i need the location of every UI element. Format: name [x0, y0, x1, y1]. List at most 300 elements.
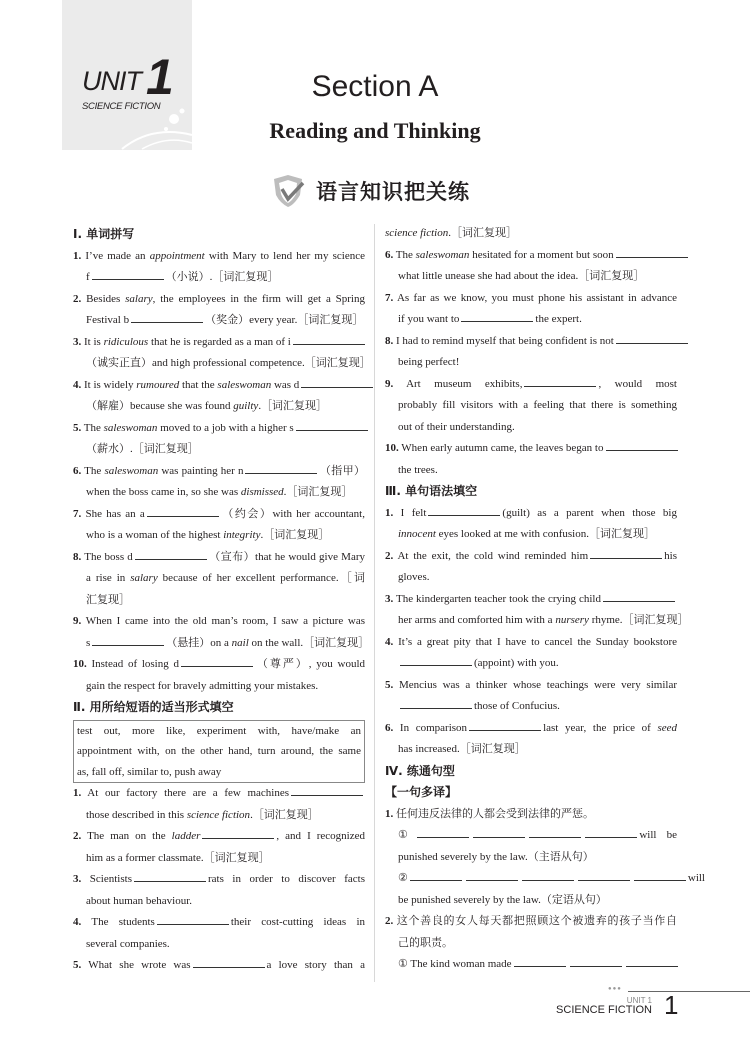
answer-blank[interactable] [606, 439, 678, 451]
question-text: The man on the [81, 830, 172, 842]
question-item [73, 912, 365, 955]
question-line [385, 503, 677, 525]
question-text: a love story than a [266, 959, 365, 971]
question-text: be punished severely by the law.（定语从句） [398, 893, 607, 906]
question-text: rhyme.［词汇复现］ [588, 614, 689, 626]
question-text: about human behaviour. [86, 894, 193, 907]
question-item [73, 375, 365, 418]
question-line [385, 933, 677, 955]
question-text: （宣布）that he would give Mary [208, 550, 365, 563]
question-line [73, 439, 365, 461]
question-item [73, 611, 370, 654]
question-text: was d [271, 378, 300, 391]
shield-check-icon [270, 173, 306, 209]
column-divider [374, 224, 375, 982]
question-text: 己的职责。 [398, 936, 453, 949]
answer-blank[interactable] [293, 333, 365, 345]
question-item [385, 632, 677, 675]
question-line [73, 568, 365, 590]
question-line [73, 482, 365, 504]
unit-badge [62, 0, 192, 150]
question-line [385, 245, 677, 267]
answer-blank[interactable] [616, 246, 688, 258]
question-text: gain the respect for bravely admitting your mistakes. [86, 679, 319, 692]
question-number: 6. [73, 464, 82, 477]
question-text: out of their understanding. [398, 420, 515, 433]
answer-blank[interactable] [524, 375, 596, 387]
question-text: As far as we know, you must phone his assistant in advance [393, 291, 677, 304]
section-heading: Ⅱ. 用所给短语的适当形式填空 [73, 700, 234, 714]
question-text: It’s a great pity that I have to cancel the Sunday bookstore [393, 635, 677, 648]
question-line [73, 783, 365, 805]
question-line [385, 352, 677, 374]
question-text: .［词汇复现］ [258, 400, 328, 412]
banner-title: 语言知识把关练 [316, 180, 470, 204]
question-text: （约会）with her accountant, [220, 507, 365, 520]
question-line [385, 718, 677, 740]
question-line [73, 525, 365, 547]
italic-term: nursery [555, 614, 589, 626]
question-text: her arms and comforted him with a [398, 614, 556, 626]
question-item [385, 825, 677, 868]
question-number: 1. [73, 787, 82, 799]
question-line [385, 847, 677, 869]
question-line [385, 589, 677, 611]
answer-blank[interactable] [570, 955, 622, 967]
italic-term: nail [231, 636, 249, 649]
question-text: (appoint) with you. [474, 657, 559, 669]
answer-blank[interactable] [522, 869, 574, 881]
question-text: the trees. [398, 463, 438, 476]
question-text: when the boss came in, so she was [86, 486, 241, 498]
question-item [385, 331, 677, 374]
question-line [385, 546, 677, 568]
question-text: Instead of losing d [86, 658, 179, 670]
answer-blank[interactable] [634, 869, 686, 881]
question-text: Art museum exhibits, [393, 377, 523, 390]
question-text: who is a woman of the highest [86, 529, 224, 541]
italic-term: dismissed [240, 486, 284, 498]
question-item [385, 288, 677, 331]
question-number: 4. [73, 378, 82, 391]
question-line [385, 331, 677, 353]
question-number: 3. [73, 335, 82, 348]
answer-blank[interactable] [131, 311, 203, 323]
question-line [385, 567, 677, 589]
answer-blank[interactable] [626, 955, 678, 967]
question-text: has increased.［词汇复现］ [398, 743, 526, 755]
question-item [73, 783, 365, 826]
question-line [73, 805, 365, 827]
question-line [73, 375, 365, 397]
left-column [73, 224, 371, 977]
question-number: 9. [385, 377, 394, 390]
question-item [73, 955, 365, 977]
answer-blank[interactable] [469, 719, 541, 731]
question-text: that the [179, 378, 218, 391]
question-number: 1. [385, 807, 394, 820]
question-item [73, 461, 365, 504]
question-number: 3. [385, 592, 394, 605]
question-text: The boss d [81, 550, 133, 563]
answer-blank[interactable] [616, 332, 688, 344]
question-text: a rise in [86, 572, 131, 584]
phrase-box [73, 720, 365, 784]
question-line [73, 461, 365, 483]
question-text: （悬挂）on a [166, 636, 232, 649]
question-line [73, 310, 365, 332]
question-text: （解雇）because she was found [86, 400, 234, 412]
question-text: It is widely [81, 378, 137, 391]
answer-blank[interactable] [147, 505, 219, 517]
question-text: ① [398, 829, 416, 841]
italic-term: salary [130, 572, 158, 584]
section-heading: Ⅰ. 单词拼写 [73, 227, 135, 241]
section-heading: Ⅳ. 练通句型 [385, 763, 455, 778]
question-number: 7. [385, 291, 394, 304]
italic-term: guilty [233, 400, 259, 412]
question-text: The [81, 421, 104, 434]
answer-blank[interactable] [92, 268, 164, 280]
question-number: 3. [73, 873, 82, 885]
question-text: eyes looked at me with confusion.［词汇复现］ [435, 528, 655, 540]
question-item [385, 245, 677, 288]
question-text: him as a former classmate.［词汇复现］ [86, 851, 270, 864]
question-text: because of her excellent performance.［词 [157, 572, 365, 584]
question-line [73, 826, 365, 848]
question-number: 1. [73, 249, 82, 262]
italic-term: salary [125, 292, 153, 305]
question-line [73, 934, 365, 956]
question-text: The [393, 248, 416, 261]
question-item [385, 675, 677, 718]
unit-word: UNIT [82, 66, 141, 96]
question-text: will be [639, 829, 677, 841]
question-line [385, 890, 677, 912]
question-text: those described in this [86, 808, 187, 821]
question-item [385, 438, 677, 481]
footer-title: SCIENCE FICTION [556, 1004, 652, 1016]
question-text: ② [398, 872, 408, 884]
question-text: on the wall.［词汇复现］ [248, 636, 370, 649]
question-line [73, 246, 365, 268]
italic-term: ridiculous [103, 335, 149, 348]
question-line [385, 911, 677, 933]
question-line [385, 374, 677, 396]
answer-blank[interactable] [193, 956, 265, 968]
section-title: Section A [311, 70, 439, 103]
question-text: what little unease she had about the idea.［词汇复现］ [398, 270, 645, 282]
italic-term: ladder [171, 830, 201, 842]
question-line [73, 547, 365, 569]
question-text: Mencius was a thinker whose teachings were very similar [393, 678, 677, 691]
question-line [385, 309, 677, 331]
question-line [385, 438, 677, 460]
answer-blank[interactable] [473, 826, 525, 838]
question-text: was painting her n [158, 464, 244, 477]
question-item [73, 289, 365, 332]
question-text: It is [81, 335, 104, 348]
question-text: s [86, 636, 91, 649]
question-text: Scientists [81, 873, 132, 885]
italic-term: saleswoman [217, 378, 272, 391]
question-text: （尊严）, you would [254, 658, 365, 670]
answer-blank[interactable] [417, 826, 469, 838]
question-line [385, 675, 677, 697]
question-number: 5. [73, 421, 82, 434]
question-line [73, 869, 365, 891]
answer-blank[interactable] [291, 784, 363, 796]
answer-blank[interactable] [428, 504, 500, 516]
answer-blank[interactable] [400, 654, 472, 666]
question-text: will [687, 872, 705, 884]
question-text: The [81, 464, 105, 477]
question-item [73, 869, 365, 912]
question-line [73, 418, 365, 440]
question-line [385, 460, 677, 482]
question-number: 8. [73, 550, 82, 563]
question-text: .［词汇复现］ [260, 529, 330, 541]
answer-blank[interactable] [245, 462, 317, 474]
question-text: The students [81, 916, 155, 928]
italic-term: seed [657, 721, 677, 734]
question-text: last year, the price of [543, 721, 658, 734]
italic-term: saleswoman [415, 248, 470, 261]
question-text: ① The kind woman made [398, 958, 512, 970]
answer-blank[interactable] [301, 376, 373, 388]
question-item [73, 547, 365, 612]
question-text: I felt [393, 506, 427, 519]
question-number: 10. [385, 442, 399, 454]
question-line [73, 848, 365, 870]
question-text: their cost-cutting ideas in [230, 916, 365, 928]
question-item [385, 223, 677, 245]
question-text: At our factory there are a few machines [81, 787, 289, 799]
italic-term: innocent [398, 528, 436, 540]
question-text: that he is regarded as a man of i [148, 335, 291, 348]
question-number: 10. [73, 658, 87, 670]
question-item [385, 954, 677, 976]
question-text: （诚实正直）and high professional competence.［词汇复现］ [86, 357, 371, 369]
question-number: 8. [385, 334, 394, 347]
question-item [73, 826, 365, 869]
question-line [73, 396, 365, 418]
question-item [73, 654, 365, 697]
question-text: rats in order to discover facts [207, 873, 366, 885]
question-text: In comparison [393, 721, 468, 734]
question-line [73, 353, 371, 375]
page-number: 1 [664, 990, 679, 1020]
answer-blank[interactable] [410, 869, 462, 881]
question-line [385, 825, 677, 847]
question-text: gloves. [398, 571, 430, 583]
question-text: being perfect! [398, 356, 460, 368]
question-text: the expert. [535, 313, 582, 325]
question-text: Festival b [86, 314, 130, 326]
question-text: hesitated for a moment but soon [469, 248, 614, 261]
section-heading: Ⅲ. 单句语法填空 [385, 484, 478, 498]
question-text: (guilt) as a parent when those big [502, 506, 677, 519]
question-number: 2. [385, 549, 394, 562]
question-number: 4. [73, 916, 82, 928]
question-text: several companies. [86, 937, 170, 950]
question-text: .［词汇复现］ [250, 808, 319, 821]
question-item [385, 374, 677, 439]
question-line [385, 954, 677, 976]
question-text: .［词汇复现］ [448, 227, 517, 239]
question-line [385, 739, 677, 761]
question-text: .［词汇复现］ [283, 486, 353, 498]
answer-blank[interactable] [603, 590, 675, 602]
question-text: I had to remind myself that being confident is not [393, 334, 614, 347]
question-number: 2. [73, 292, 82, 305]
question-text: if you want to [398, 313, 460, 325]
question-line [385, 804, 677, 826]
question-item [385, 911, 677, 954]
right-column [385, 223, 705, 976]
question-text: f [86, 271, 90, 283]
question-number: 6. [385, 721, 394, 734]
question-text: 汇复现］ [86, 593, 130, 606]
answer-blank[interactable] [157, 913, 229, 925]
question-number: 9. [73, 615, 82, 627]
answer-blank[interactable] [400, 697, 472, 709]
answer-blank[interactable] [296, 419, 368, 431]
answer-blank[interactable] [134, 870, 206, 882]
question-number: 5. [73, 959, 82, 971]
question-line [385, 288, 677, 310]
footer-rule [628, 991, 750, 992]
question-text: I’ve made an [81, 249, 150, 262]
question-line [385, 417, 677, 439]
question-item [385, 868, 705, 911]
question-text: （薪水）.［词汇复现］ [86, 443, 199, 455]
question-line [73, 912, 365, 934]
question-line [385, 266, 677, 288]
answer-blank[interactable] [92, 634, 164, 646]
question-line [385, 524, 677, 546]
question-line [73, 590, 365, 612]
answer-blank[interactable] [585, 826, 637, 838]
question-item [385, 718, 677, 761]
question-text: The kindergarten teacher took the crying child [393, 592, 601, 605]
question-number: 2. [385, 915, 394, 927]
question-item [73, 504, 365, 547]
question-text: （指甲） [319, 464, 366, 477]
phrase-line: test out, more like, experiment with, have/make an [77, 724, 361, 737]
question-text: At the exit, the cold wind reminded him [393, 549, 589, 562]
answer-blank[interactable] [461, 310, 533, 322]
question-line [73, 332, 365, 354]
question-line [73, 267, 365, 289]
italic-term: saleswoman [103, 421, 158, 434]
question-text: probably fill visitors with a feeling that there is something [398, 399, 677, 411]
question-text: When I came into the old man’s room, I saw a picture was [81, 615, 365, 627]
question-line [73, 891, 365, 913]
answer-blank[interactable] [514, 955, 566, 967]
question-line [385, 653, 677, 675]
question-line [385, 223, 677, 245]
section-heading: 【一句多译】 [385, 785, 458, 799]
question-text: 这个善良的女人每天都把照顾这个被遗弃的孩子当作自 [393, 915, 677, 927]
question-line [73, 676, 365, 698]
question-text: with Mary to lend her my science [204, 249, 365, 262]
question-number: 5. [385, 678, 394, 691]
question-text: punished severely by the law.（主语从句） [398, 850, 594, 863]
answer-blank[interactable] [529, 826, 581, 838]
italic-term: science fiction [186, 808, 251, 821]
question-text: moved to a job with a higher s [157, 421, 294, 434]
question-item [385, 589, 689, 632]
italic-term: science fiction [385, 227, 449, 239]
question-line [73, 611, 365, 633]
footer-unit: UNIT 1 [626, 996, 652, 1005]
italic-term: saleswoman [104, 464, 159, 477]
unit-subtitle: SCIENCE FICTION [82, 101, 161, 112]
question-text: What she wrote was [81, 959, 191, 971]
question-text: those of Confucius. [474, 700, 560, 712]
question-item [385, 804, 677, 826]
question-item [73, 246, 365, 289]
question-line [385, 395, 677, 417]
question-item [73, 332, 371, 375]
question-text: When early autumn came, the leaves began to [398, 442, 604, 454]
italic-term: integrity [223, 529, 261, 541]
question-number: 2. [73, 830, 82, 842]
question-item [385, 503, 677, 546]
italic-term: appointment [149, 249, 205, 262]
footer-dots-icon: ●●● [608, 986, 622, 992]
question-number: 1. [385, 506, 394, 519]
question-text: （小说）.［词汇复现］ [165, 271, 279, 283]
question-line [73, 504, 365, 526]
question-number: 6. [385, 248, 394, 261]
question-line [385, 632, 677, 654]
answer-blank[interactable] [202, 827, 274, 839]
question-line [73, 955, 365, 977]
question-text: Besides [81, 292, 126, 305]
question-text: （奖金）every year.［词汇复现］ [205, 314, 364, 326]
question-line [73, 654, 365, 676]
question-line [385, 696, 677, 718]
question-line [73, 633, 370, 655]
question-text: , and I recognized [276, 830, 366, 842]
question-text: , would most [598, 377, 677, 390]
question-line [385, 610, 689, 632]
unit-number: 1 [146, 49, 174, 105]
question-text: , the employees in the firm will get a Spring [152, 292, 365, 305]
question-line [73, 289, 365, 311]
phrase-line: appointment with, on the other hand, turn around, the same [77, 745, 361, 757]
question-text: 任何违反法律的人都会受到法律的严惩。 [393, 807, 594, 820]
question-text: She has an a [81, 507, 145, 520]
question-item [385, 546, 677, 589]
answer-blank[interactable] [135, 548, 207, 560]
section-subtitle: Reading and Thinking [269, 118, 481, 143]
question-item [73, 418, 365, 461]
question-number: 4. [385, 635, 394, 648]
question-text: his [664, 549, 677, 562]
phrase-line: as, fall off, similar to, push away [77, 765, 222, 778]
italic-term: rumoured [136, 378, 180, 391]
answer-blank[interactable] [590, 547, 662, 559]
section-banner [270, 173, 470, 209]
answer-blank[interactable] [181, 655, 253, 667]
swirl-ornament-icon [122, 105, 192, 150]
answer-blank[interactable] [466, 869, 518, 881]
question-number: 7. [73, 507, 82, 520]
answer-blank[interactable] [578, 869, 630, 881]
